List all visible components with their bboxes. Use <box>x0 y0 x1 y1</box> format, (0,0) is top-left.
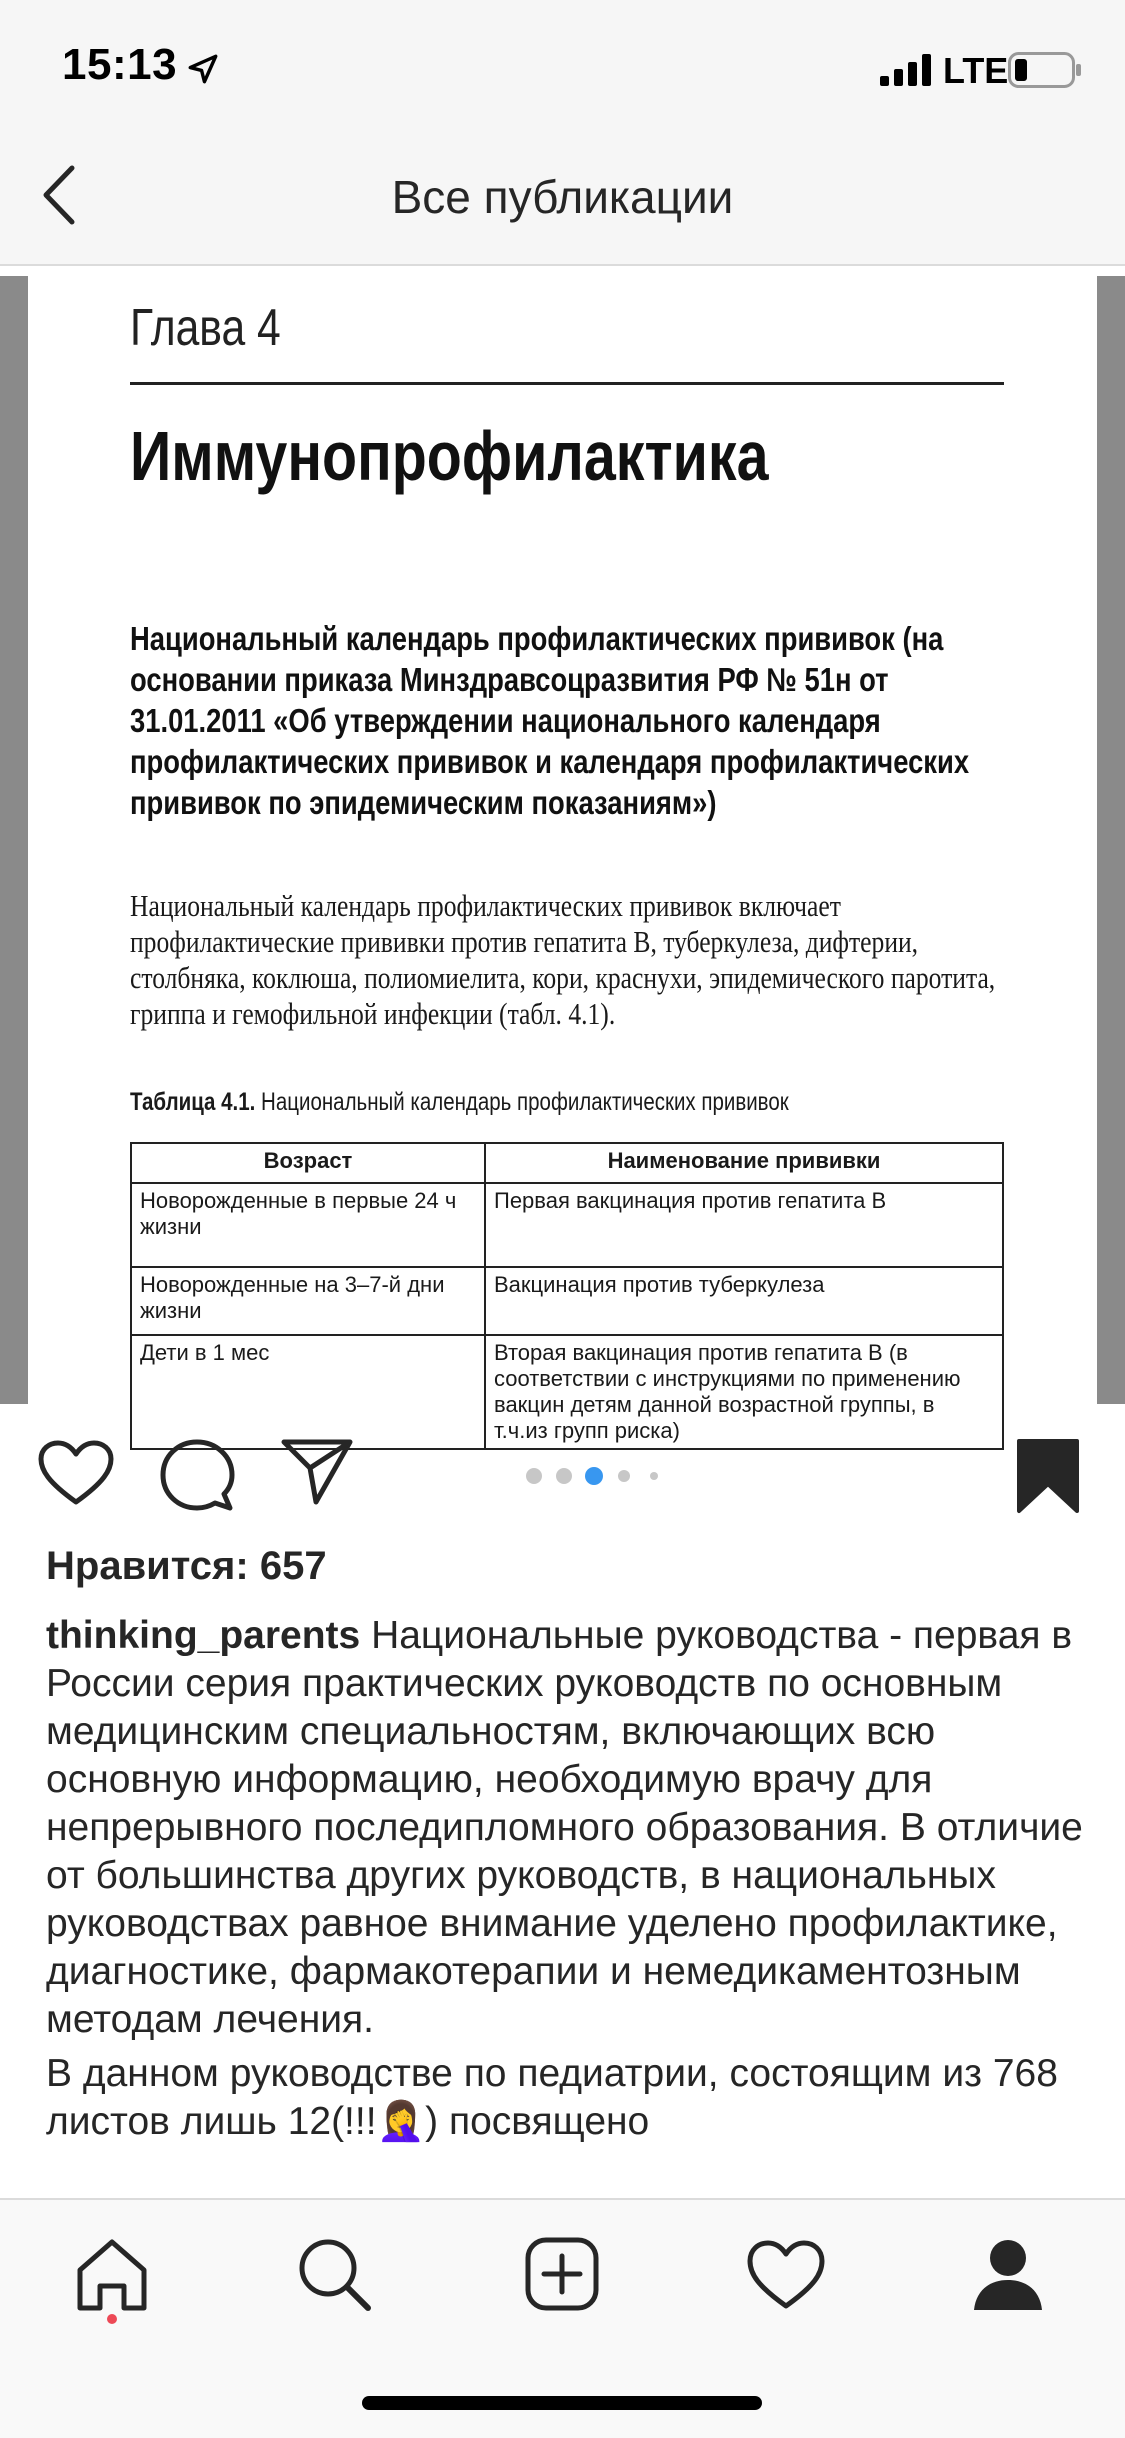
bookmark-filled-icon[interactable] <box>1016 1438 1080 1514</box>
table-row <box>131 1335 1003 1449</box>
activity-heart-icon[interactable] <box>746 2234 826 2314</box>
likes-count[interactable]: Нравится: 657 <box>46 1544 327 1588</box>
carousel-indicator <box>524 1464 664 1488</box>
battery-icon <box>1008 52 1082 88</box>
table-caption <box>130 1088 789 1117</box>
home-icon[interactable] <box>72 2234 152 2314</box>
scanned-page <box>28 276 1097 1443</box>
caption-paragraph <box>46 2050 1086 2146</box>
table-cell-age: Новорожденные на 3–7-й дни жизни <box>131 1267 485 1335</box>
caption-text: Национальные руководства - первая в России серия практических руководств по основным медицинским специальностям, включающих всю основную информацию, необходимую врачу для непрерывного последипломного образования. В отличие от большинства других руководств, в национальных руководствах равное внимание уделено профилактике, диагностике, фармакотерапии и немедикаментозным методам лечения. <box>46 1614 1083 2041</box>
table-row <box>131 1183 1003 1267</box>
carousel-dot <box>650 1472 658 1480</box>
table-caption-text: Национальный календарь профилактических прививок <box>261 1088 789 1116</box>
nav-header <box>0 130 1125 266</box>
new-post-icon[interactable] <box>522 2234 602 2314</box>
page-body-text: Национальный календарь профилактических прививок включает профилактические прививки против гепатита В, туберкулеза, дифтерии, столбняка, коклюша, полиомиелита, кори, краснухи, эпидемического паротита, гриппа и гемофильной инфекции (табл. 4.1). <box>130 888 996 1031</box>
caption-text-end: ) посвящено <box>425 2100 650 2143</box>
profile-icon[interactable] <box>968 2234 1048 2314</box>
scan-edge-right <box>1097 276 1125 1404</box>
table-cell-age: Новорожденные в первые 24 ч жизни <box>131 1183 485 1267</box>
carousel-dot <box>618 1470 630 1482</box>
post-caption <box>46 1612 1086 2152</box>
chapter-number: Глава 4 <box>130 299 281 357</box>
page-title: Все публикации <box>391 171 734 223</box>
search-icon[interactable] <box>294 2234 374 2314</box>
network-type: LTE <box>943 50 1009 91</box>
carousel-dot <box>556 1468 572 1484</box>
caption-paragraph <box>46 1612 1086 2044</box>
table-cell-age: Дети в 1 мес <box>131 1335 485 1449</box>
comment-icon[interactable] <box>160 1438 234 1512</box>
table-header-age: Возраст <box>131 1143 485 1183</box>
vaccination-table <box>130 1142 1004 1450</box>
share-direct-icon[interactable] <box>280 1436 354 1506</box>
status-time: 15:13 <box>62 40 178 89</box>
home-indicator[interactable] <box>362 2396 762 2410</box>
caption-username[interactable]: thinking_parents <box>46 1614 361 1657</box>
table-caption-label: Таблица 4.1. <box>130 1088 256 1116</box>
signal-icon <box>880 54 932 86</box>
chapter-divider <box>130 382 1004 385</box>
facepalm-emoji: 🤦‍♀️ <box>376 2100 426 2143</box>
home-notification-dot <box>107 2314 117 2324</box>
post-image[interactable] <box>0 266 1125 1443</box>
carousel-dot-active <box>585 1467 603 1485</box>
carousel-dot <box>526 1468 542 1484</box>
like-heart-icon[interactable] <box>38 1440 114 1508</box>
location-arrow-icon <box>186 52 220 86</box>
section-title: Национальный календарь профилактических прививок (на основании приказа Минздравсоцразвития РФ № 51н от 31.01.2011 «Об утверждении национального календаря профилактических прививок и календаря профилактических прививок по эпидемическим показаниям») <box>130 620 970 821</box>
scan-edge-left <box>0 276 28 1404</box>
caption-text-cont: В данном руководстве по педиатрии, состоящим из 768 листов лишь 12(!!! <box>46 2052 1058 2143</box>
status-bar <box>0 0 1125 130</box>
table-header-vaccine: Наименование прививки <box>485 1143 1003 1183</box>
table-cell-vaccine: Вторая вакцинация против гепатита В (в соответствии с инструкциями по применению вакцин детям данной возрастной группы, в т.ч.из групп риска) <box>485 1335 1003 1449</box>
chapter-title: Иммунопрофилактика <box>130 417 769 495</box>
table-cell-vaccine: Вакцинация против туберкулеза <box>485 1267 1003 1335</box>
table-row <box>131 1267 1003 1335</box>
table-header-row <box>131 1143 1003 1183</box>
table-cell-vaccine: Первая вакцинация против гепатита В <box>485 1183 1003 1267</box>
